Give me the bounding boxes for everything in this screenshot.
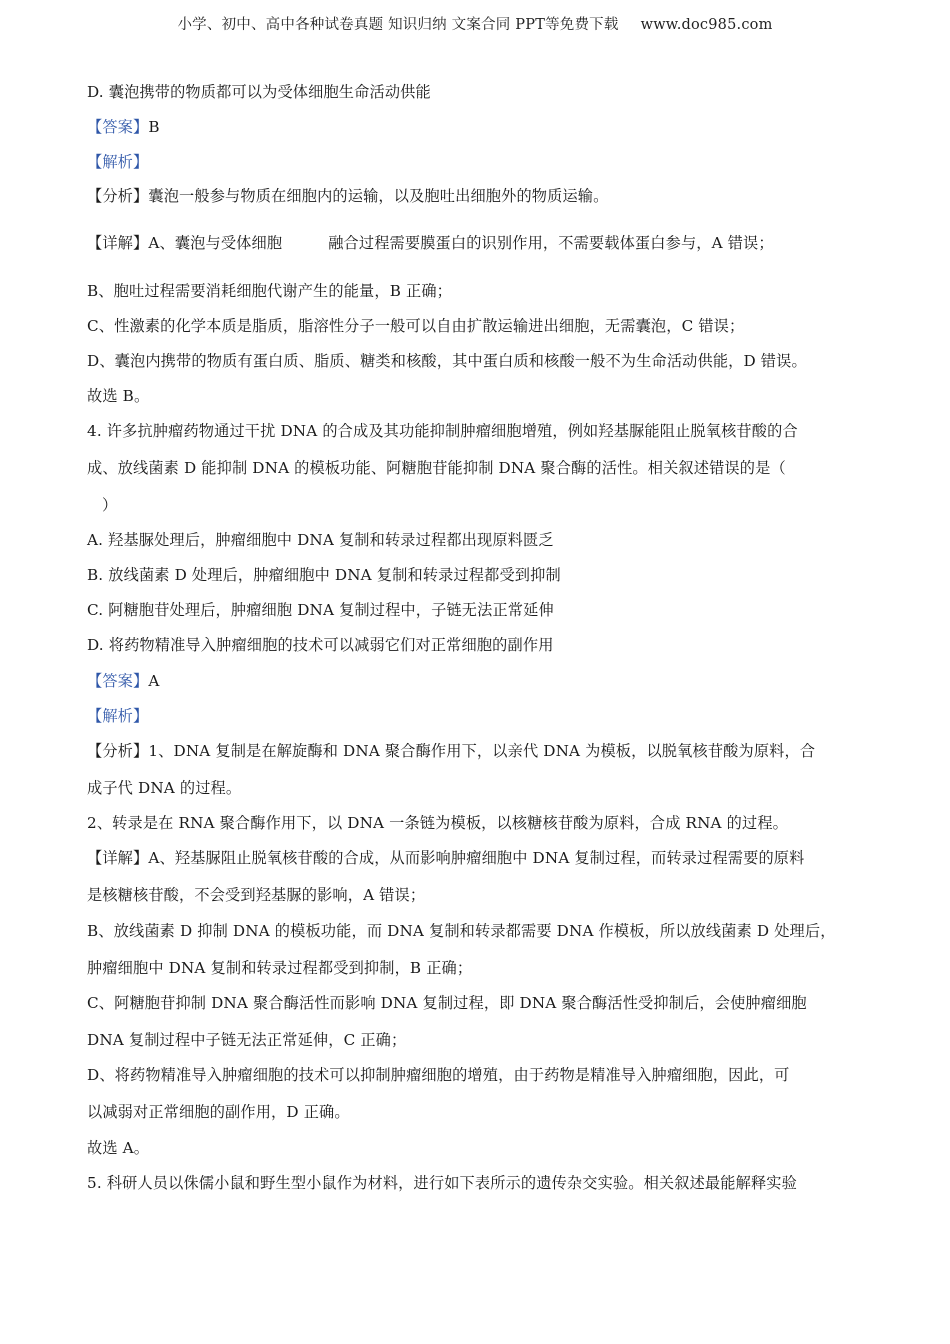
q4-jiexi-tag: 【解析】 — [87, 707, 149, 725]
q3-conclusion: 故选 B。 — [87, 387, 150, 405]
q4-analysis-1b: 成子代 DNA 的过程。 — [87, 779, 242, 797]
q4-detail-a-1-text: A、羟基脲阻止脱氧核苷酸的合成，从而影响肿瘤细胞中 DNA 复制过程，而转录过程需要的原料 — [148, 849, 805, 867]
header-slogan: 小学、初中、高中各种试卷真题 知识归纳 文案合同 PPT等免费下载 — [177, 17, 619, 33]
q3-analysis-text: 囊泡一般参与物质在细胞内的运输，以及胞吐出细胞外的物质运输。 — [148, 187, 609, 205]
q3-detail-d: D、囊泡内携带的物质有蛋白质、脂质、糖类和核酸，其中蛋白质和核酸一般不为生命活动供能，D 错误。 — [87, 352, 807, 370]
q4-conclusion: 故选 A。 — [87, 1139, 150, 1157]
detail-tag: 【详解】 — [87, 234, 149, 252]
q3-detail-a-part2: 融合过程需要膜蛋白的识别作用，不需要载体蛋白参与，A 错误； — [328, 234, 774, 252]
q4-option-b: B. 放线菌素 D 处理后，肿瘤细胞中 DNA 复制和转录过程都受到抑制 — [87, 566, 561, 584]
q3-detail-a — [87, 233, 774, 253]
q4-stem-line-1: 4. 许多抗肿瘤药物通过干扰 DNA 的合成及其功能抑制肿瘤细胞增殖，例如羟基脲能阻止脱氧核苷酸的合 — [87, 422, 798, 440]
q4-option-d: D. 将药物精准导入肿瘤细胞的技术可以减弱它们对正常细胞的副作用 — [87, 636, 554, 654]
q4-answer-line — [87, 671, 159, 691]
page-header — [0, 13, 950, 34]
analysis-tag: 【分析】 — [87, 187, 149, 205]
q4-detail-a-1 — [87, 848, 804, 868]
q4-stem-line-2: 成、放线菌素 D 能抑制 DNA 的模板功能、阿糖胞苷能抑制 DNA 聚合酶的活性。相关叙述错误的是（ — [87, 459, 786, 477]
q4-detail-c-1: C、阿糖胞苷抑制 DNA 聚合酶活性而影响 DNA 复制过程，即 DNA 聚合酶活性受抑制后，会使肿瘤细胞 — [87, 994, 807, 1012]
q3-detail-b: B、胞吐过程需要消耗细胞代谢产生的能量，B 正确； — [87, 282, 453, 300]
q3-jiexi-tag: 【解析】 — [87, 153, 149, 171]
q4-answer: A — [148, 672, 160, 690]
q3-answer-line — [87, 117, 160, 137]
q4-analysis-1a: 1、DNA 复制是在解旋酶和 DNA 聚合酶作用下，以亲代 DNA 为模板，以脱氧核苷酸为原料，合 — [148, 742, 816, 760]
q4-detail-b-1: B、放线菌素 D 抑制 DNA 的模板功能，而 DNA 复制和转录都需要 DNA 作模板，所以放线菌素 D 处理后， — [87, 922, 836, 940]
q3-option-d: D. 囊泡携带的物质都可以为受体细胞生命活动供能 — [87, 83, 431, 101]
q4-detail-c-2: DNA 复制过程中子链无法正常延伸，C 正确； — [87, 1031, 407, 1049]
detail-tag: 【详解】 — [87, 849, 149, 867]
q4-detail-b-2: 肿瘤细胞中 DNA 复制和转录过程都受到抑制，B 正确； — [87, 959, 473, 977]
answer-tag: 【答案】 — [87, 672, 149, 690]
q4-detail-d-2: 以减弱对正常细胞的副作用，D 正确。 — [87, 1103, 350, 1121]
q4-detail-a-2: 是核糖核苷酸，不会受到羟基脲的影响，A 错误； — [87, 886, 426, 904]
q4-option-a: A. 羟基脲处理后，肿瘤细胞中 DNA 复制和转录过程都出现原料匮乏 — [87, 531, 554, 549]
q5-stem-line-1: 5. 科研人员以侏儒小鼠和野生型小鼠作为材料，进行如下表所示的遗传杂交实验。相关叙述最能解释实验 — [87, 1174, 797, 1192]
answer-tag: 【答案】 — [87, 118, 149, 136]
q3-detail-a-part1: A、囊泡与受体细胞 — [148, 234, 283, 252]
q4-stem-line-3: ） — [102, 496, 118, 514]
q4-analysis-2: 2、转录是在 RNA 聚合酶作用下，以 DNA 一条链为模板，以核糖核苷酸为原料，合成 RNA 的过程。 — [87, 814, 788, 832]
q4-option-c: C. 阿糖胞苷处理后，肿瘤细胞 DNA 复制过程中，子链无法正常延伸 — [87, 601, 554, 619]
q3-detail-c: C、性激素的化学本质是脂质，脂溶性分子一般可以自由扩散运输进出细胞，无需囊泡，C 错误； — [87, 317, 745, 335]
q4-analysis-1 — [87, 741, 815, 761]
header-site-url[interactable]: www.doc985.com — [640, 17, 773, 33]
q3-answer: B — [148, 118, 160, 136]
q4-detail-d-1: D、将药物精准导入肿瘤细胞的技术可以抑制肿瘤细胞的增殖，由于药物是精准导入肿瘤细胞，因此，可 — [87, 1066, 790, 1084]
q3-analysis — [87, 186, 608, 206]
analysis-tag: 【分析】 — [87, 742, 149, 760]
